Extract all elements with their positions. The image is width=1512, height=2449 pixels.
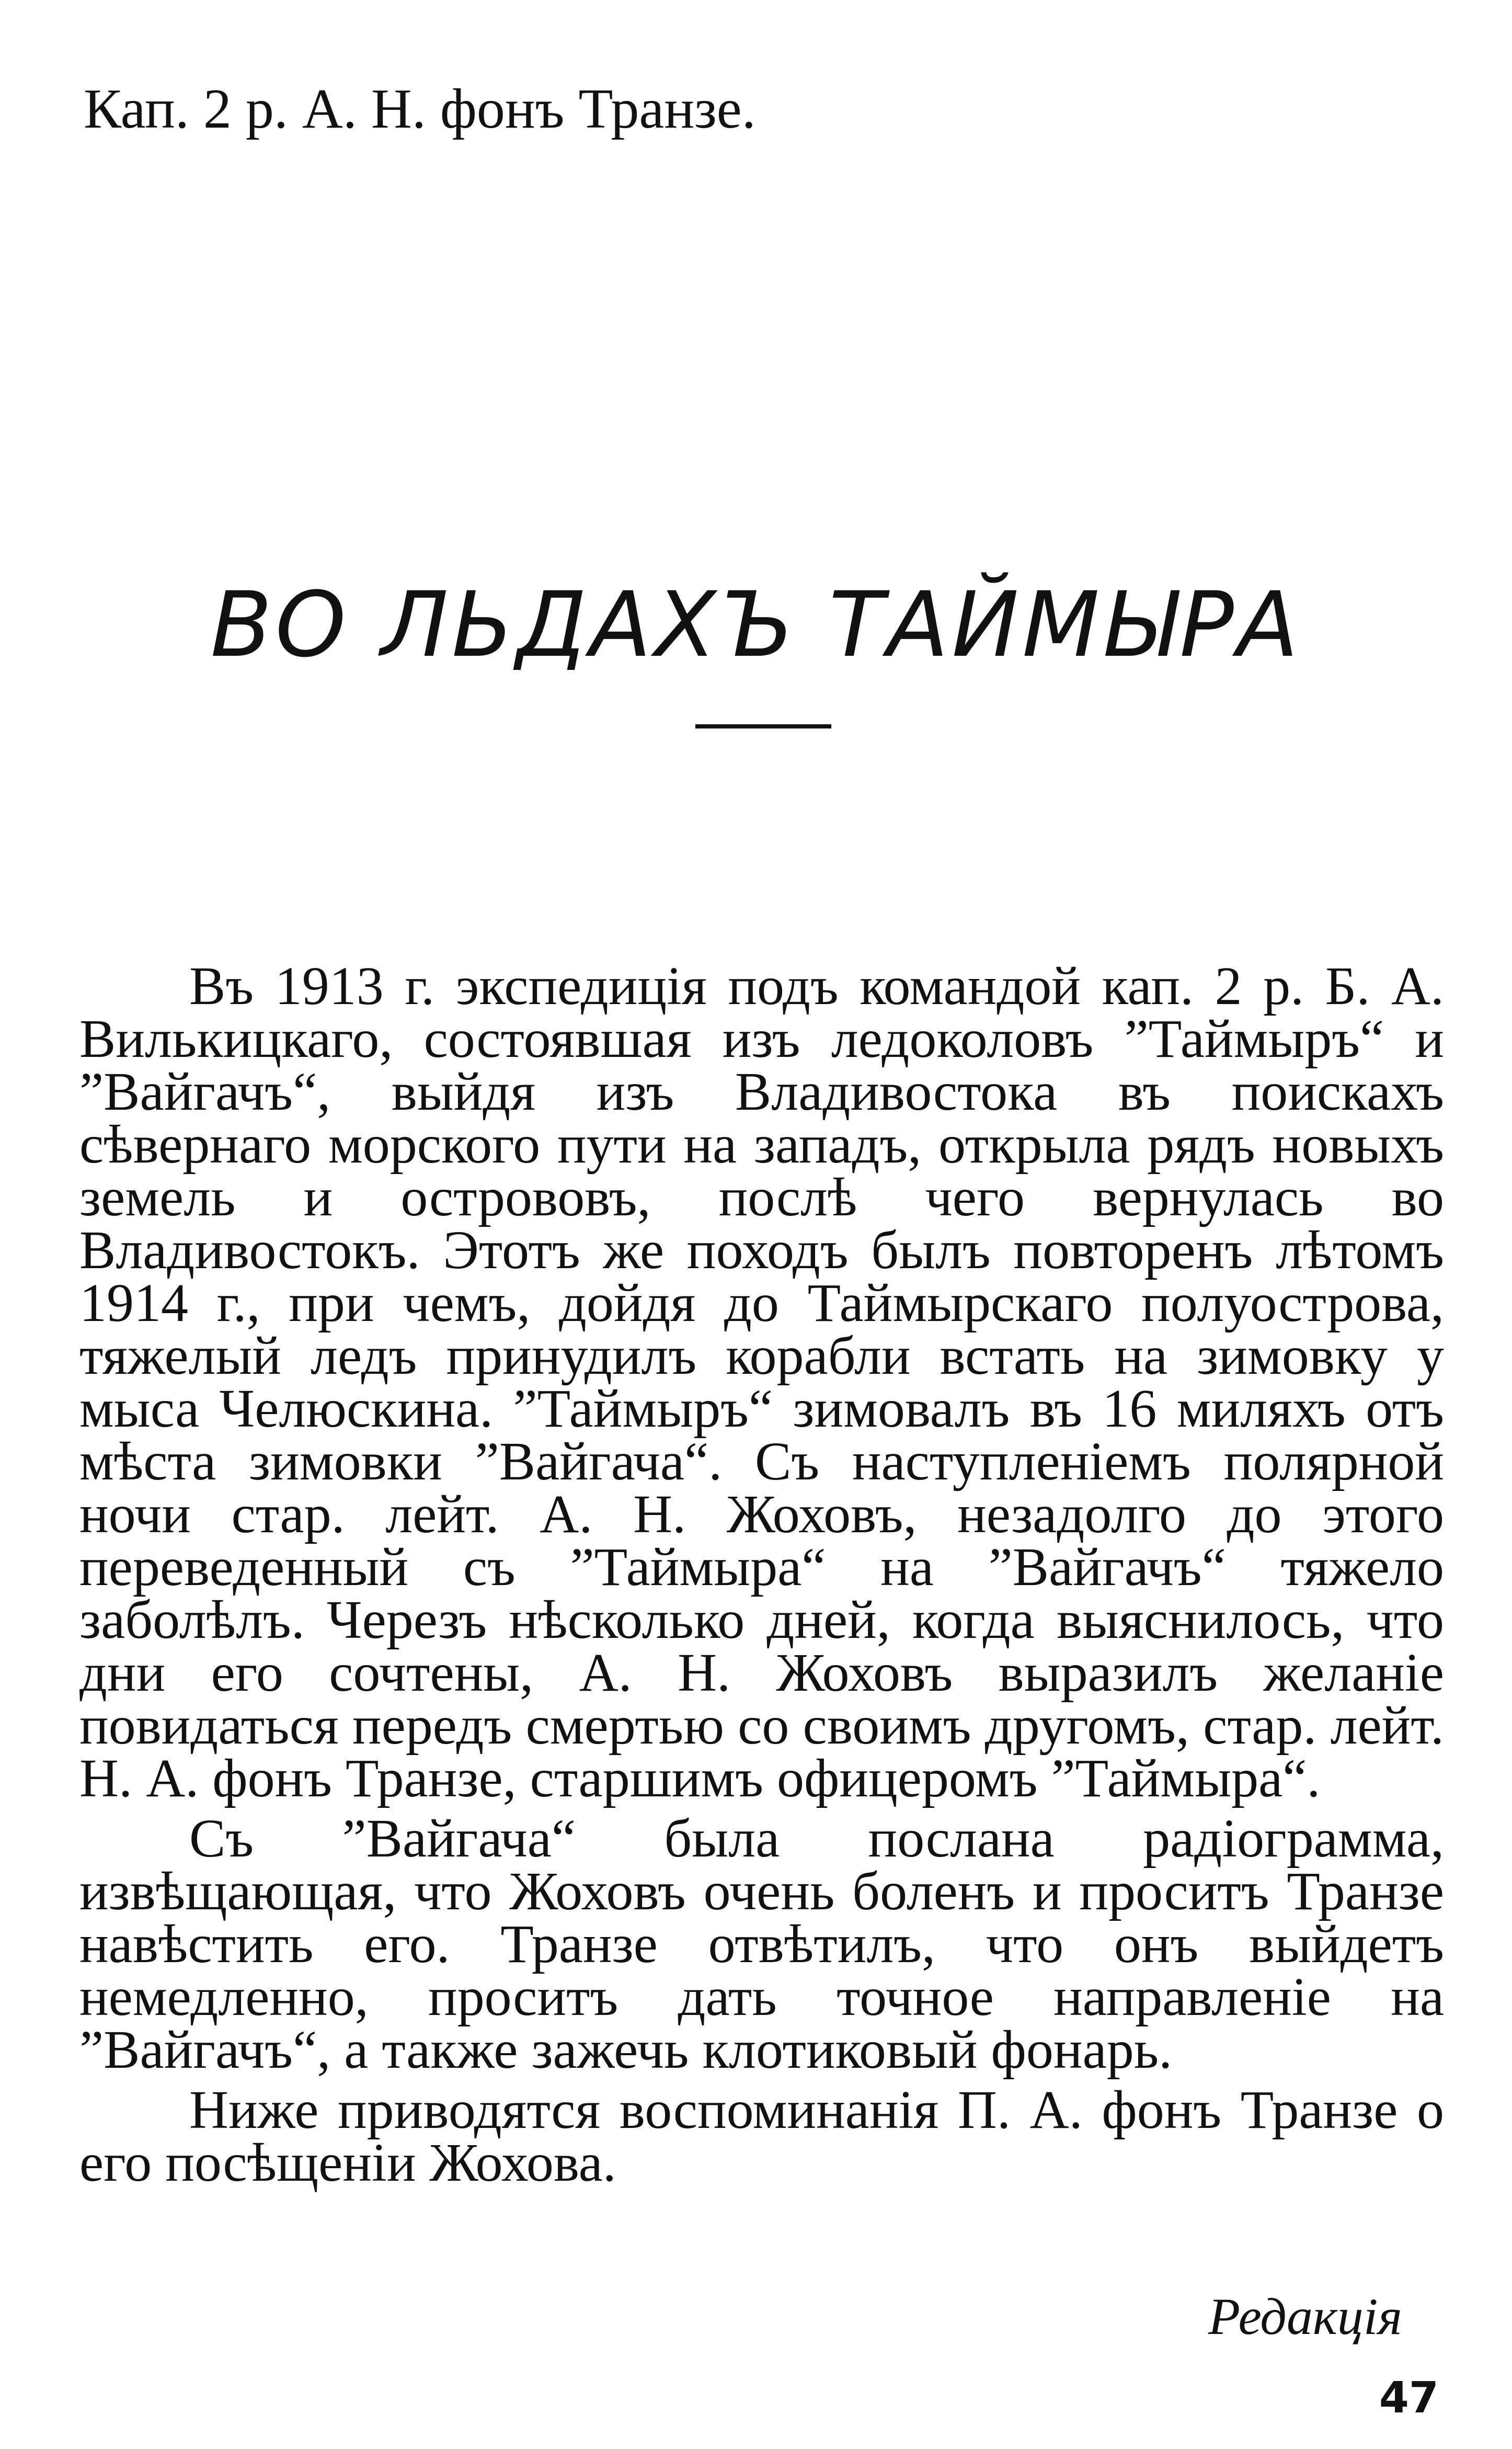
editorial-signature: Редакція bbox=[1208, 2287, 1402, 2345]
paragraph-1: Въ 1913 г. экспедиція подъ командой кап. 2 р. Б. А. Вилькицкаго, состоявшая изъ ледоколовъ ”Таймыръ“ и ”Вайгачъ“, выйдя изъ Владивостока въ поискахъ сѣвернаго морского пути на западъ, открыла рядъ новыхъ земель и острововъ, послѣ чего вернулась во Владивостокъ. Этотъ же походъ былъ повторенъ лѣтомъ 1914 г., при чемъ, дойдя до Таймырскаго полуострова, тяжелый ледъ принудилъ корабли встать на зимовку у мыса Челюскина. ”Таймыръ“ зимовалъ въ 16 миляхъ отъ мѣста зимовки ”Вайгача“. Съ наступленіемъ полярной ночи стар. лейт. А. Н. Жоховъ, незадолго до этого переведенный съ ”Таймыра“ на ”Вайгачъ“ тяжело заболѣлъ. Черезъ нѣсколько дней, когда выяснилось, что дни его сочтены, А. Н. Жоховъ выразилъ желаніе повидаться передъ смертью со своимъ другомъ, стар. лейт. Н. А. фонъ Транзе, старшимъ офицеромъ ”Таймыра“. bbox=[79, 956, 1444, 1808]
author-line: Кап. 2 р. А. Н. фонъ Транзе. bbox=[84, 78, 756, 140]
article-body bbox=[79, 956, 1444, 2193]
paragraph-2: Съ ”Вайгача“ была послана радіограмма, извѣщающая, что Жоховъ очень боленъ и проситъ Транзе навѣстить его. Транзе отвѣтилъ, что онъ выйдетъ немедленно, проситъ дать точное направленіе на ”Вайгачъ“, а также зажечь клотиковый фонарь. bbox=[79, 1808, 1444, 2080]
page-number: 47 bbox=[1379, 2373, 1439, 2423]
title-divider bbox=[695, 724, 831, 728]
article-title: ВО ЛЬДАХЪ ТАЙМЫРА bbox=[210, 572, 1302, 677]
paragraph-3: Ниже приводятся воспоминанія П. А. фонъ Транзе о его посѣщеніи Жохова. bbox=[79, 2080, 1444, 2193]
